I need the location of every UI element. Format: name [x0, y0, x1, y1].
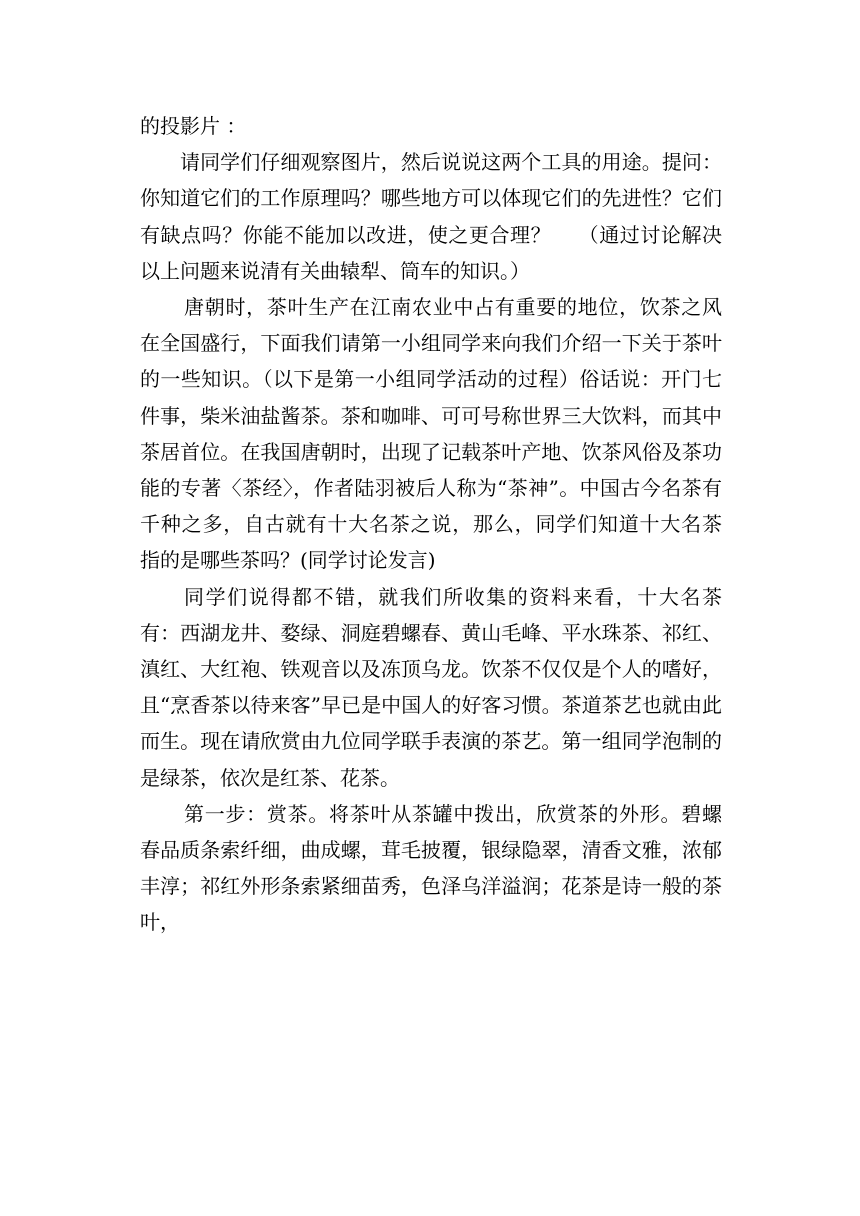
paragraph-continuation: 的投影片 ： — [140, 114, 247, 138]
document-body — [140, 108, 722, 941]
paragraph-tools-question: 请同学们仔细观察图片，然后说说这两个工具的用途。提问：你知道它们的工作原理吗？哪些地方可以体现它们的先进性？它们有缺点吗？你能不能加以改进，使之更合理？ （通过讨论解决以上问题来说清有关曲辕犁、筒车的知识。） — [140, 150, 722, 283]
paragraph-tang-tea: 唐朝时，茶叶生产在江南农业中占有重要的地位，饮茶之风在全国盛行，下面我们请第一小组同学来向我们介绍一下关于茶叶的一些知识。（以下是第一小组同学活动的过程）俗话说：开门七件事，柴米油盐酱茶。茶和咖啡、可可号称世界三大饮料，而其中茶居首位。在我国唐朝时，出现了记载茶叶产地、饮茶风俗及茶功能的专著〈茶经〉，作者陆羽被后人称为“茶神”。中国古今名茶有千种之多，自古就有十大名茶之说，那么，同学们知道十大名茶 指的是哪些茶吗？(同学讨论发言) — [140, 295, 722, 573]
paragraph-ten-famous-teas: 同学们说得都不错，就我们所收集的资料来看，十大名茶有：西湖龙井、婺绿、洞庭碧螺春、黄山毛峰、平水珠茶、祁红、滇红、大红袍、铁观音以及冻顶乌龙。饮茶不仅仅是个人的嗜好，且“烹香茶以待来客”早已是中国人的好客习惯。茶道茶艺也就由此而生。现在请欣赏由九位同学联手表演的茶艺。第一组同学泡制的是绿茶，依次是红茶、花茶。 — [140, 584, 722, 790]
paragraph-step-one: 第一步：赏茶。将茶叶从茶罐中拨出，欣赏茶的外形。碧螺春品质条索纤细，曲成螺，茸毛披覆，银绿隐翠，清香文雅，浓郁丰淳；祁红外形条索紧细苗秀，色泽乌洋溢润；花茶是诗一般的茶叶， — [140, 801, 722, 935]
